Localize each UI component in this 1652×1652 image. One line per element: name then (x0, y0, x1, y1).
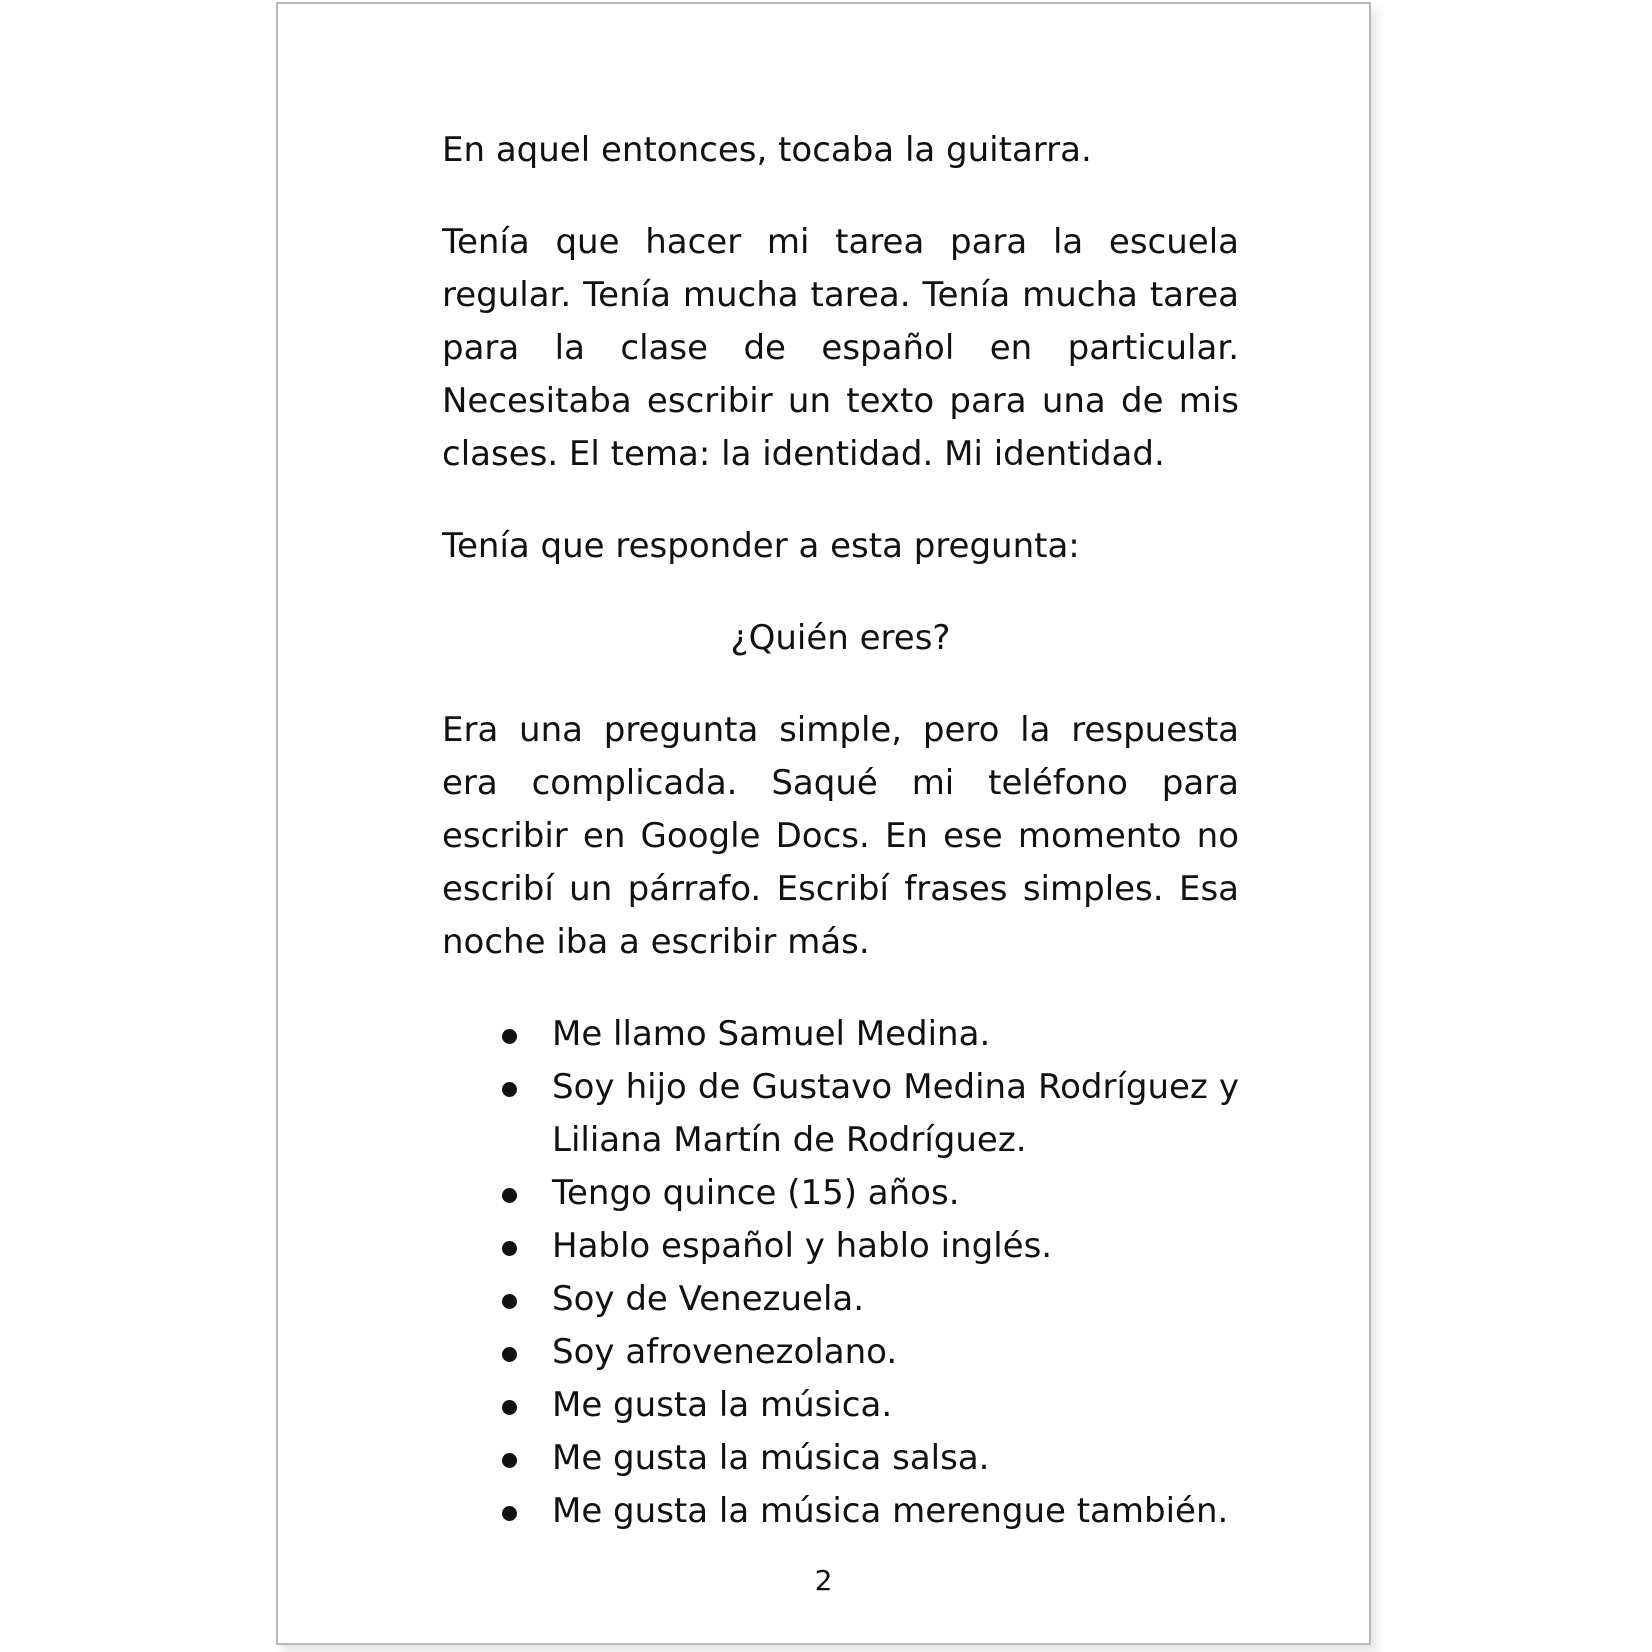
bullet-icon (502, 1188, 517, 1203)
list-item (442, 1167, 1239, 1220)
paragraph-guitar: En aquel entonces, tocaba la guitarra. (442, 130, 1092, 170)
paragraph-question-intro: Tenía que responder a esta pregunta: (442, 526, 1080, 566)
bullet-icon (502, 1506, 517, 1521)
identity-list (442, 1008, 1239, 1538)
list-item-text: Me gusta la música merengue también. (552, 1491, 1229, 1531)
bullet-icon (502, 1029, 517, 1044)
bullet-icon (502, 1294, 517, 1309)
list-item-text: Tengo quince (15) años. (552, 1173, 960, 1213)
list-item (442, 1432, 1239, 1485)
list-item (442, 1008, 1239, 1061)
paragraph-answer: Era una pregunta simple, pero la respuesta era complicada. Saqué mi teléfono para escribir en Google Docs. En ese momento no escribí un párrafo. Escribí frases simples. Esa noche iba a escribir más. (442, 710, 1239, 962)
list-item (442, 1379, 1239, 1432)
bullet-icon (502, 1347, 517, 1362)
list-item-text: Me llamo Samuel Medina. (552, 1014, 991, 1054)
page-number: 2 (814, 1564, 833, 1597)
list-item-text: Me gusta la música. (552, 1385, 893, 1425)
question-heading: ¿Quién eres? (730, 618, 951, 658)
bullet-icon (502, 1453, 517, 1468)
list-item (442, 1326, 1239, 1379)
list-item-text: Me gusta la música salsa. (552, 1438, 990, 1478)
document-page (276, 2, 1371, 1645)
list-item (442, 1220, 1239, 1273)
list-item-text: Soy afrovenezolano. (552, 1332, 898, 1372)
list-item (442, 1061, 1239, 1167)
paragraph-homework: Tenía que hacer mi tarea para la escuela regular. Tenía mucha tarea. Tenía mucha tarea para la clase de español en particular. Necesitaba escribir un texto para una de mis clases. El tema: la identidad. Mi identidad. (442, 222, 1239, 474)
list-item-text: Soy hijo de Gustavo Medina Rodríguez y Liliana Martín de Rodríguez. (552, 1067, 1239, 1160)
list-item-text: Hablo español y hablo inglés. (552, 1226, 1053, 1266)
bullet-icon (502, 1082, 517, 1097)
list-item (442, 1485, 1239, 1538)
list-item (442, 1273, 1239, 1326)
list-item-text: Soy de Venezuela. (552, 1279, 865, 1319)
bullet-icon (502, 1400, 517, 1415)
bullet-icon (502, 1241, 517, 1256)
page-content (442, 124, 1239, 1538)
